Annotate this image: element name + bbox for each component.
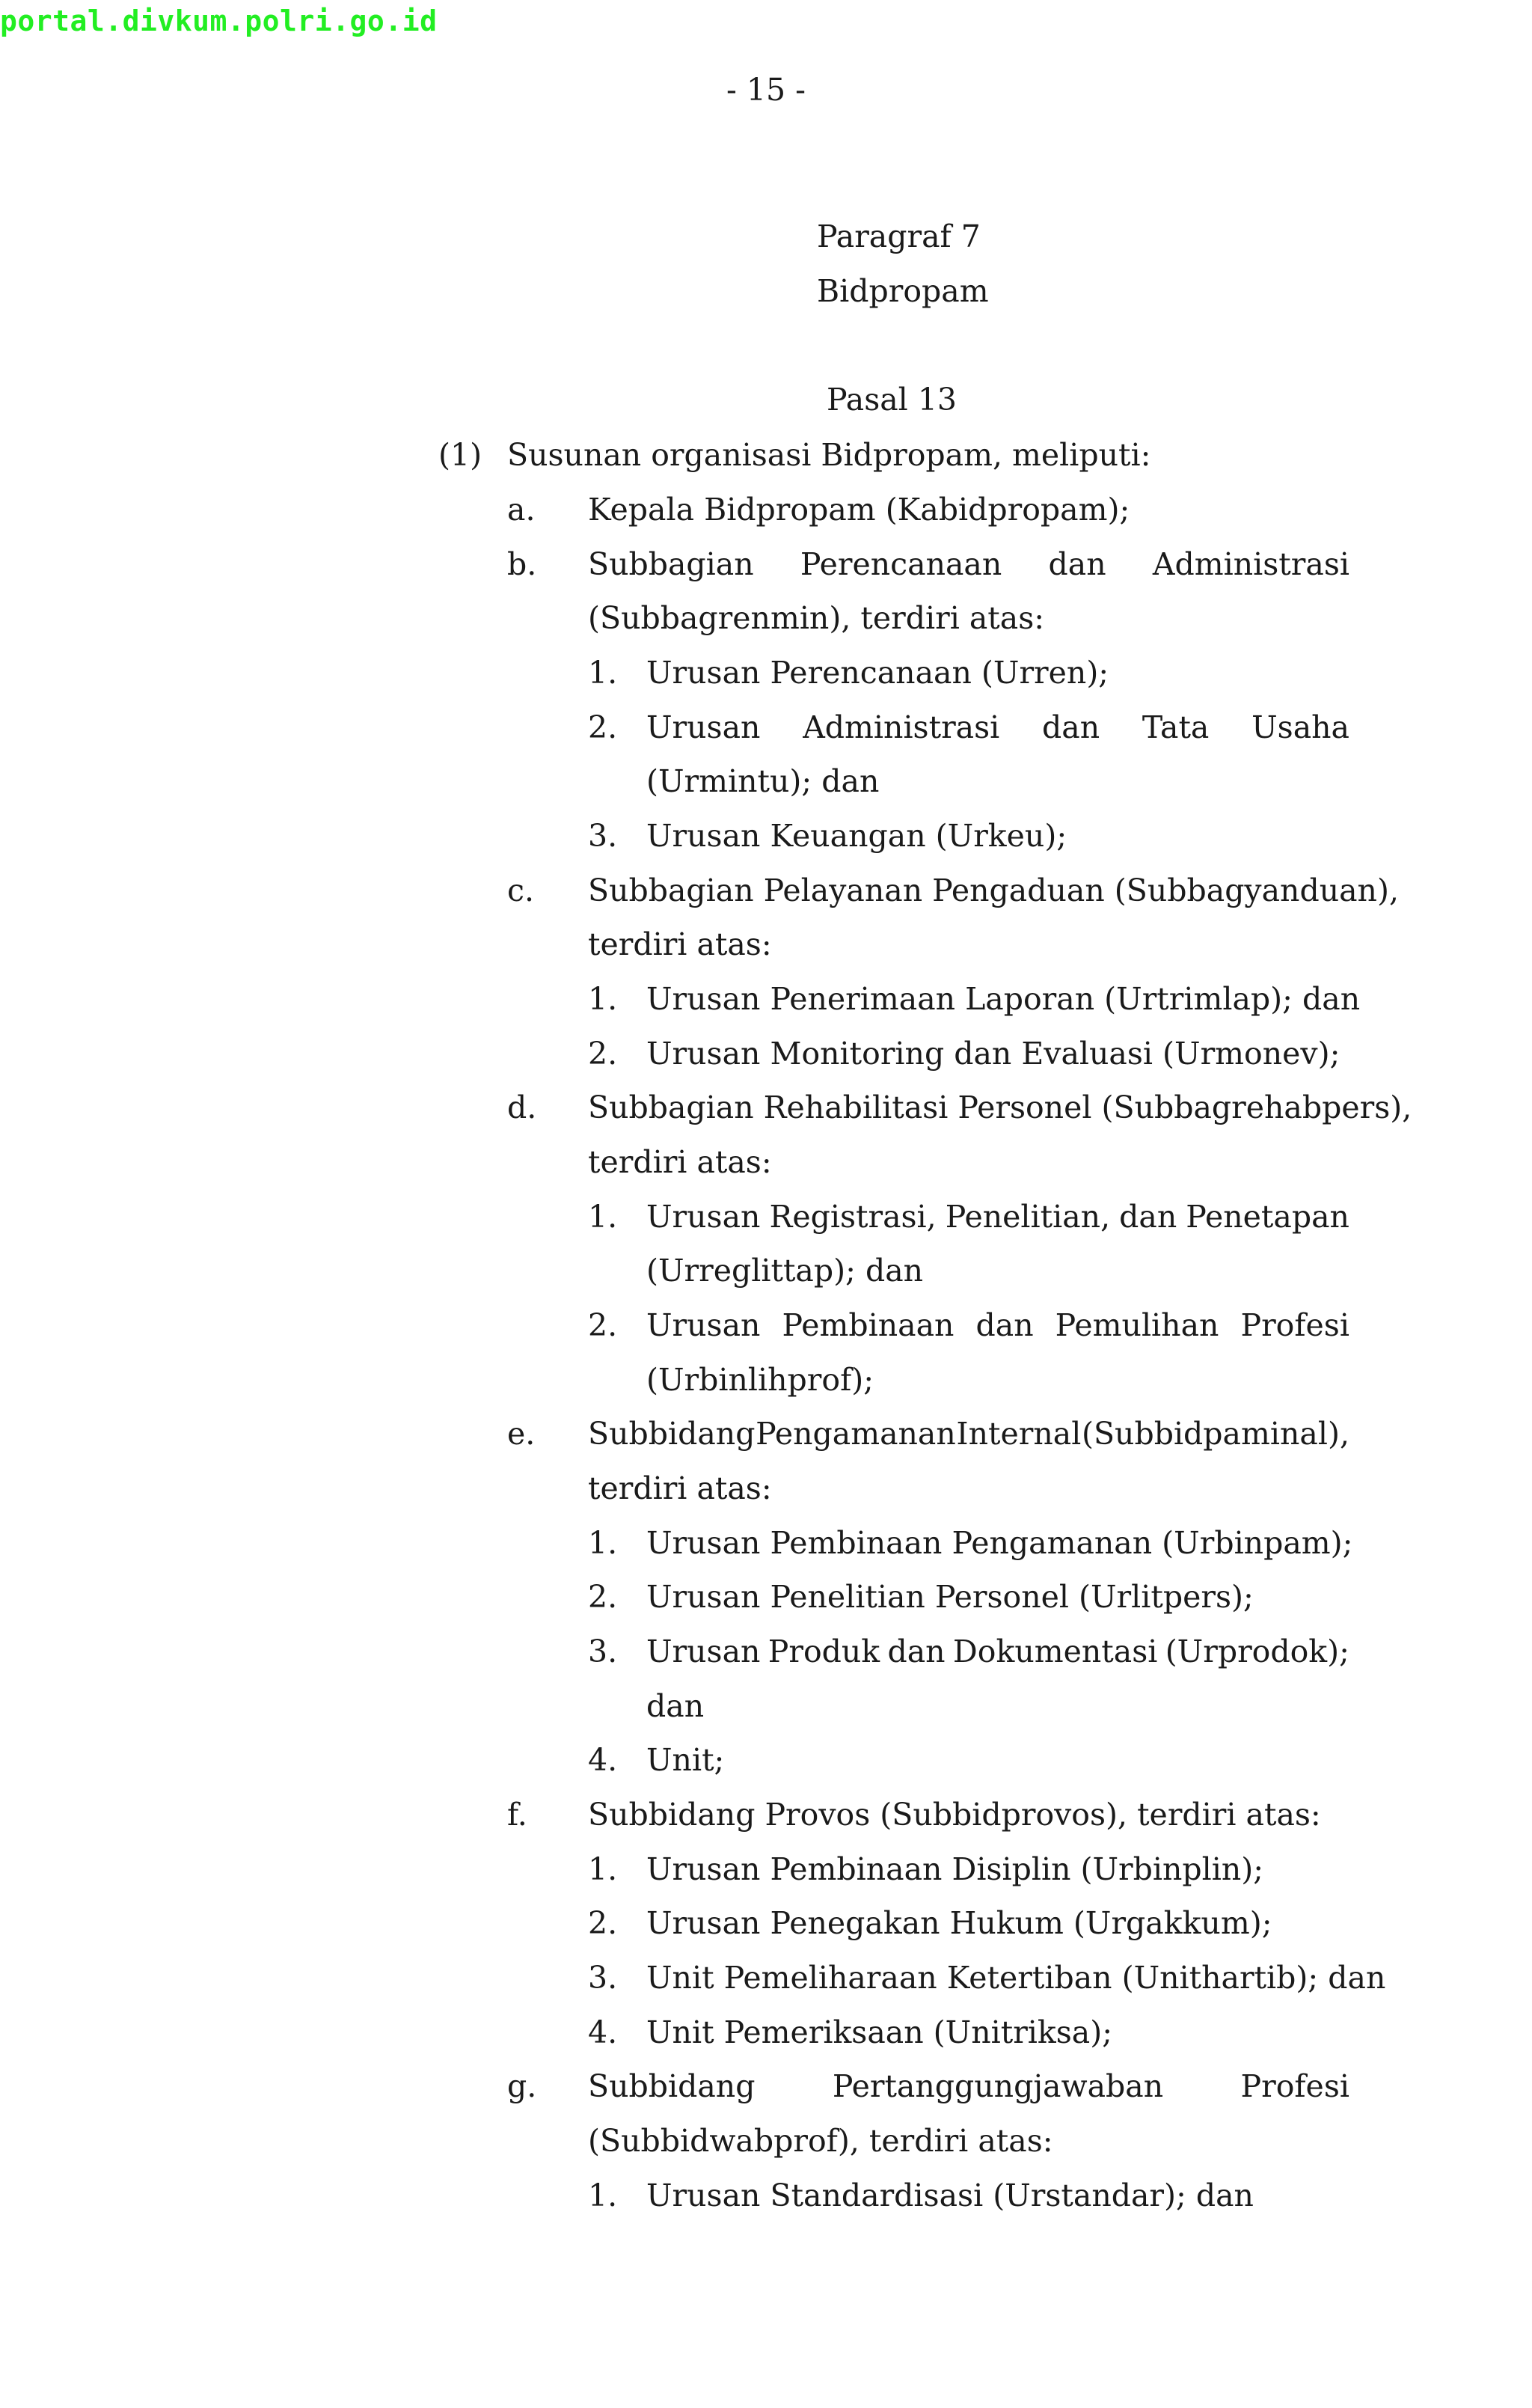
item-text-justified bbox=[588, 1416, 1349, 1452]
word: Administrasi bbox=[803, 709, 1000, 745]
sub-text-continuation: (Urmintu); dan bbox=[646, 763, 880, 799]
item-text-continuation: terdiri atas: bbox=[588, 1470, 772, 1506]
sub-number: 2. bbox=[588, 1036, 618, 1072]
word: dan bbox=[1119, 1199, 1177, 1235]
word: Administrasi bbox=[1152, 546, 1349, 582]
sub-text: Urusan Pembinaan Pengamanan (Urbinpam); bbox=[646, 1525, 1353, 1561]
sub-number: 2. bbox=[588, 1579, 618, 1615]
word: (Subbidpaminal), bbox=[1081, 1416, 1349, 1452]
sub-text: Urusan Perencanaan (Urren); bbox=[646, 655, 1109, 691]
word: dan bbox=[887, 1634, 946, 1669]
item-text: Subbagian Rehabilitasi Personel (Subbagrehabpers), bbox=[588, 1090, 1412, 1125]
word: Tata bbox=[1142, 709, 1210, 745]
sub-text-continuation: (Urreglittap); dan bbox=[646, 1253, 924, 1289]
sub-number: 1. bbox=[588, 1851, 618, 1887]
sub-text-justified bbox=[646, 1307, 1349, 1343]
clause-number: (1) bbox=[438, 437, 482, 473]
item-letter: b. bbox=[507, 546, 537, 582]
word: Profesi bbox=[1240, 2068, 1349, 2104]
sub-number: 2. bbox=[588, 1905, 618, 1941]
item-text-continuation: terdiri atas: bbox=[588, 926, 772, 962]
sub-text-justified bbox=[646, 1199, 1349, 1235]
sub-number: 3. bbox=[588, 818, 618, 854]
word: Dokumentasi bbox=[952, 1634, 1158, 1669]
sub-number: 1. bbox=[588, 2178, 618, 2213]
sub-text: Urusan Pembinaan Disiplin (Urbinplin); bbox=[646, 1851, 1264, 1887]
word: Subbagian bbox=[588, 546, 754, 582]
sub-text: Urusan Penegakan Hukum (Urgakkum); bbox=[646, 1905, 1272, 1941]
word: dan bbox=[1042, 709, 1100, 745]
word: Urusan bbox=[646, 709, 761, 745]
item-letter: f. bbox=[507, 1797, 527, 1833]
item-text: Kepala Bidpropam (Kabidpropam); bbox=[588, 492, 1130, 528]
sub-text-justified bbox=[646, 709, 1349, 745]
word: Pertanggungjawaban bbox=[832, 2068, 1164, 2104]
sub-text: Urusan Penelitian Personel (Urlitpers); bbox=[646, 1579, 1254, 1615]
sub-number: 3. bbox=[588, 1960, 618, 1996]
item-letter: c. bbox=[507, 873, 534, 908]
watermark-url: portal.divkum.polri.go.id bbox=[0, 4, 438, 37]
item-letter: e. bbox=[507, 1416, 536, 1452]
sub-text-justified bbox=[646, 1634, 1349, 1669]
word: Pengamanan bbox=[756, 1416, 956, 1452]
word: Penelitian, bbox=[945, 1199, 1111, 1235]
unit-heading: Bidpropam bbox=[817, 273, 989, 309]
item-text-continuation: (Subbagrenmin), terdiri atas: bbox=[588, 600, 1045, 636]
word: Subbidang bbox=[588, 2068, 756, 2104]
sub-text: Unit; bbox=[646, 1742, 725, 1778]
sub-number: 4. bbox=[588, 2014, 618, 2050]
word: Pembinaan bbox=[782, 1307, 955, 1343]
item-text-continuation: (Subbidwabprof), terdiri atas: bbox=[588, 2123, 1053, 2159]
word: Registrasi, bbox=[769, 1199, 937, 1235]
word: Usaha bbox=[1251, 709, 1349, 745]
item-text: Subbagian Pelayanan Pengaduan (Subbagyanduan), bbox=[588, 873, 1399, 908]
sub-text-continuation: dan bbox=[646, 1688, 705, 1724]
sub-text: Urusan Monitoring dan Evaluasi (Urmonev); bbox=[646, 1036, 1340, 1072]
sub-number: 1. bbox=[588, 1525, 618, 1561]
item-letter: d. bbox=[507, 1090, 537, 1125]
sub-number: 2. bbox=[588, 709, 618, 745]
word: dan bbox=[1048, 546, 1106, 582]
paragraph-heading: Paragraf 7 bbox=[817, 219, 981, 254]
sub-text-continuation: (Urbinlihprof); bbox=[646, 1362, 874, 1398]
word: Internal bbox=[956, 1416, 1082, 1452]
item-text: Subbidang Provos (Subbidprovos), terdiri atas: bbox=[588, 1797, 1321, 1833]
sub-text: Unit Pemeliharaan Ketertiban (Unithartib); dan bbox=[646, 1960, 1386, 1996]
sub-number: 1. bbox=[588, 1199, 618, 1235]
item-text-continuation: terdiri atas: bbox=[588, 1144, 772, 1180]
item-letter: g. bbox=[507, 2068, 537, 2104]
sub-number: 1. bbox=[588, 981, 618, 1017]
sub-number: 2. bbox=[588, 1307, 618, 1343]
word: Urusan bbox=[646, 1307, 761, 1343]
sub-number: 4. bbox=[588, 1742, 618, 1778]
item-text-justified bbox=[588, 546, 1349, 582]
clause-text: Susunan organisasi Bidpropam, meliputi: bbox=[507, 437, 1151, 473]
word: Produk bbox=[767, 1634, 880, 1669]
item-text-justified bbox=[588, 2068, 1349, 2104]
word: (Urprodok); bbox=[1165, 1634, 1349, 1669]
item-letter: a. bbox=[507, 492, 536, 528]
sub-text: Urusan Standardisasi (Urstandar); dan bbox=[646, 2178, 1254, 2213]
word: Subbidang bbox=[588, 1416, 756, 1452]
sub-number: 3. bbox=[588, 1634, 618, 1669]
word: Urusan bbox=[646, 1199, 761, 1235]
word: Perencanaan bbox=[800, 546, 1002, 582]
article-heading: Pasal 13 bbox=[827, 382, 957, 418]
word: Profesi bbox=[1240, 1307, 1349, 1343]
page-number: - 15 - bbox=[726, 72, 806, 108]
word: Penetapan bbox=[1186, 1199, 1349, 1235]
word: Urusan bbox=[646, 1634, 761, 1669]
word: Pemulihan bbox=[1055, 1307, 1219, 1343]
sub-text: Unit Pemeriksaan (Unitriksa); bbox=[646, 2014, 1113, 2050]
sub-number: 1. bbox=[588, 655, 618, 691]
sub-text: Urusan Penerimaan Laporan (Urtrimlap); dan bbox=[646, 981, 1361, 1017]
word: dan bbox=[975, 1307, 1034, 1343]
sub-text: Urusan Keuangan (Urkeu); bbox=[646, 818, 1067, 854]
